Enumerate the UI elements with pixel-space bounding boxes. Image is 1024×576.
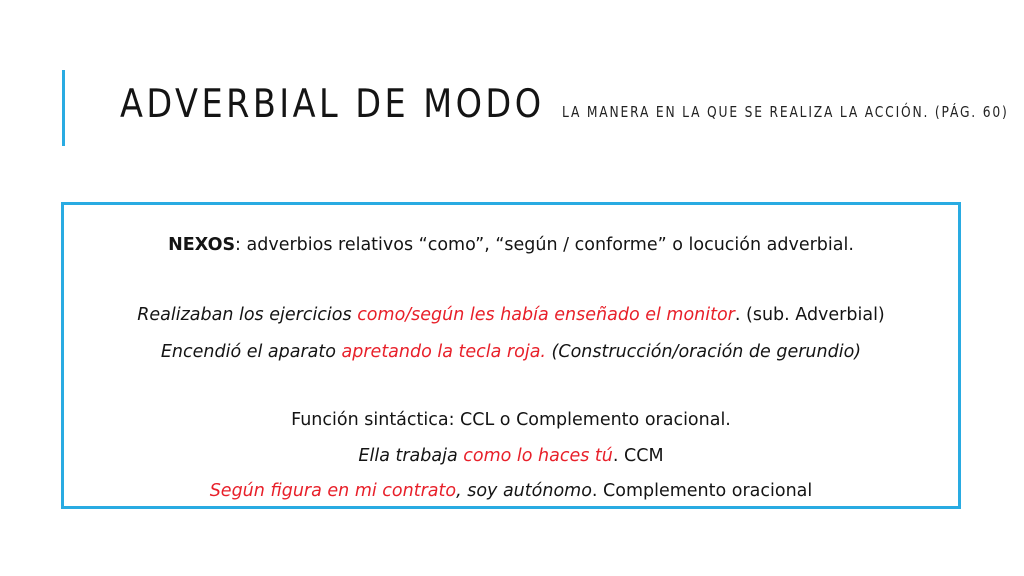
example-1-highlight: como/según les había enseñado el monitor (357, 305, 735, 325)
example-line-2 (64, 342, 958, 362)
title-main: ADVERBIAL DE MODO (120, 82, 545, 127)
slide-title (120, 82, 1024, 127)
example-2-start: Encendió el aparato (160, 342, 342, 362)
title-accent-bar (62, 70, 65, 146)
funcion-text: Función sintáctica: CCL o Complemento oracional. (291, 410, 731, 430)
example-line-4 (64, 481, 958, 501)
nexos-line (64, 235, 958, 255)
example-4-middle: , soy autónomo (456, 481, 592, 501)
example-3-highlight: como lo haces tú (463, 446, 613, 466)
example-2-highlight: apretando la tecla roja. (341, 342, 546, 362)
nexos-text: : adverbios relativos “como”, “según / conforme” o locución adverbial. (235, 235, 854, 255)
example-2-end: (Construcción/oración de gerundio) (545, 342, 862, 362)
example-line-1 (64, 305, 958, 325)
example-3-end: . CCM (612, 446, 664, 466)
example-1-start: Realizaban los ejercicios (137, 305, 358, 325)
example-line-3 (64, 446, 958, 466)
example-4-highlight: Según figura en mi contrato (209, 481, 457, 501)
nexos-label: NEXOS (168, 235, 236, 255)
example-3-start: Ella trabaja (358, 446, 464, 466)
example-1-end: . (sub. Adverbial) (734, 305, 885, 325)
funcion-line (64, 410, 958, 430)
example-4-end: . Complemento oracional (591, 481, 813, 501)
content-box (61, 202, 961, 509)
title-subtitle: LA MANERA EN LA QUE SE REALIZA LA ACCIÓN. (PÁG. 60) (561, 103, 1009, 121)
